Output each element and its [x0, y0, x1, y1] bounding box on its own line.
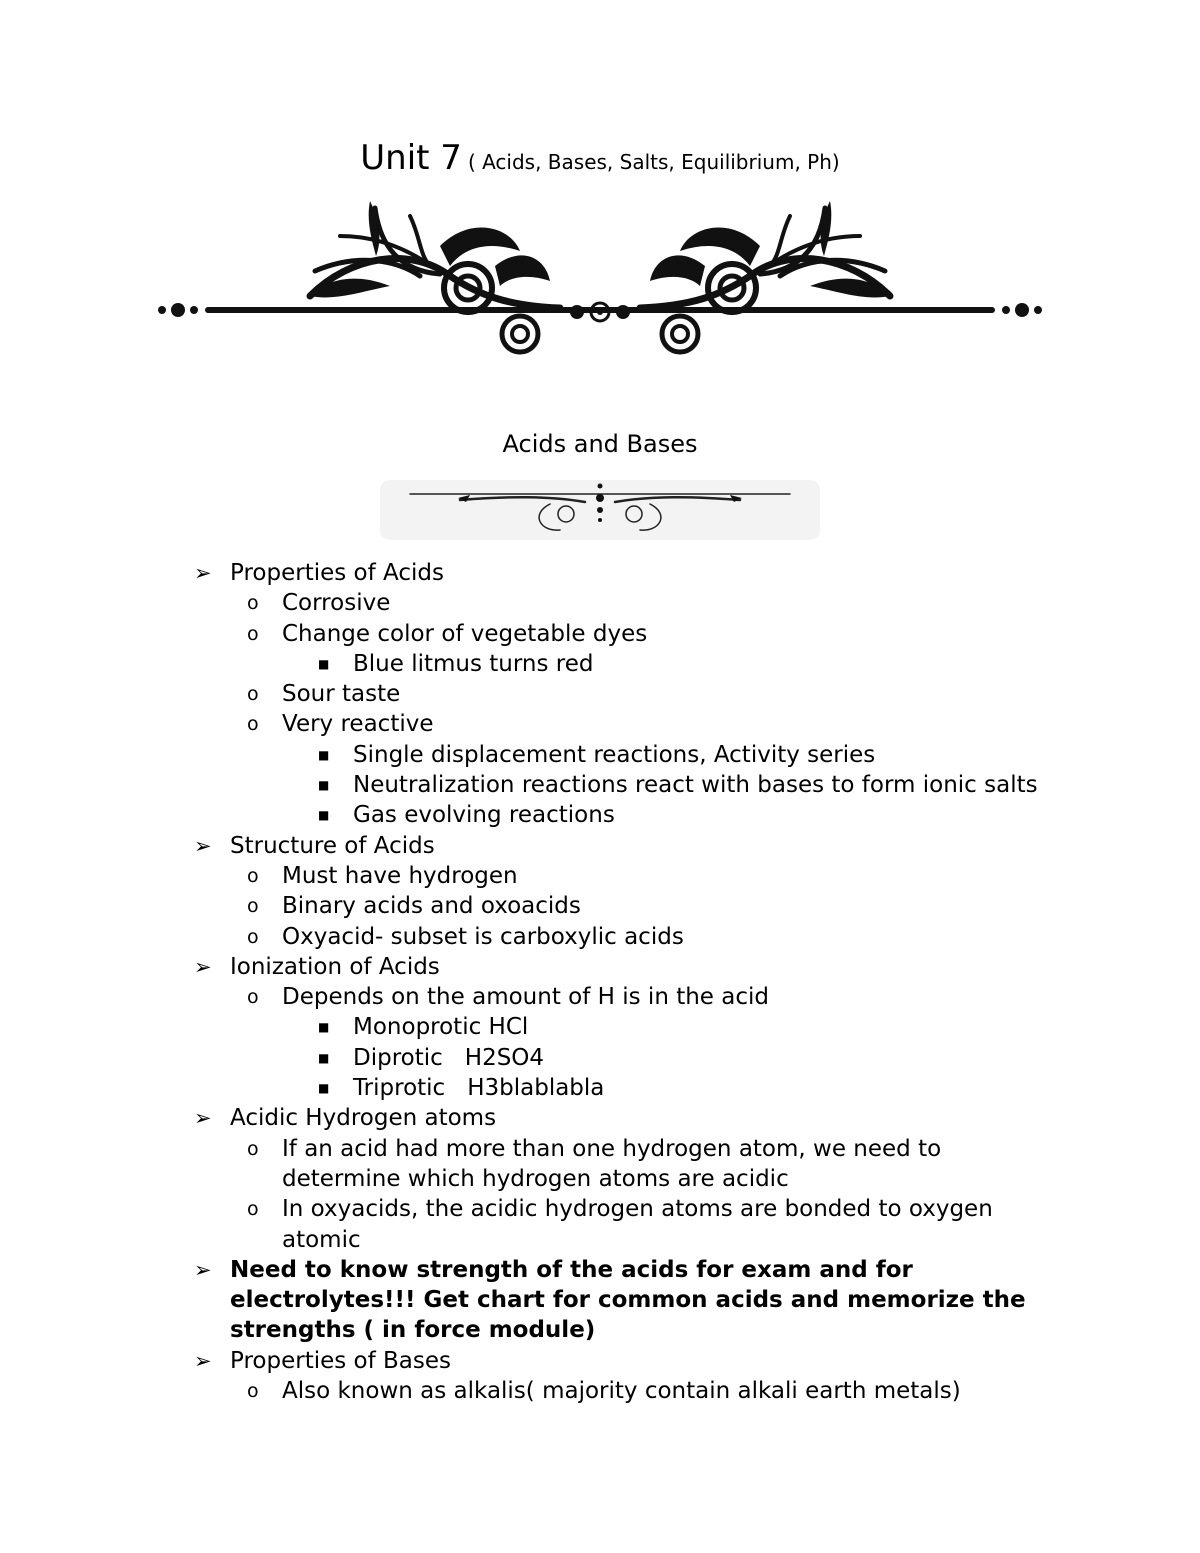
outline-item-text: [282, 1194, 993, 1224]
outline-item-text: [282, 1376, 961, 1406]
outline-item: [0, 982, 1200, 1012]
outline-item-text: [230, 1315, 595, 1345]
outline-item-label: Triprotic: [353, 1075, 446, 1102]
outline-item: [0, 1225, 1200, 1255]
outline-item-label: Diprotic: [353, 1044, 443, 1071]
outline-item-text: [282, 891, 581, 921]
outline-item-text: [282, 982, 769, 1012]
outline-item: [0, 1134, 1200, 1164]
outline-item-text: [282, 1134, 941, 1164]
outline-item-text: [282, 1164, 789, 1194]
arrow-bullet-icon: ➢: [194, 1106, 212, 1131]
arrow-bullet-icon: ➢: [194, 833, 212, 858]
outline-item-label: Binary acids and oxoacids: [282, 893, 581, 920]
outline-item-label: strengths ( in force module): [230, 1317, 596, 1344]
outline-item-text: [282, 679, 400, 709]
unit-title: Unit 7: [360, 138, 462, 178]
outline-item: [0, 1255, 1200, 1285]
outline-item-text: [230, 1285, 1026, 1315]
outline-item-label: Also known as alkalis( majority contain alkali earth metals): [282, 1378, 961, 1405]
outline-item-text: [230, 558, 444, 588]
outline-item: [0, 1194, 1200, 1224]
outline-item: [0, 1103, 1200, 1133]
outline-item-label: Very reactive: [282, 711, 434, 738]
outline-item-label: Properties of Acids: [230, 560, 444, 586]
outline-item: [0, 1285, 1200, 1315]
outline-item-label: Properties of Bases: [230, 1347, 452, 1374]
ornamental-divider: [150, 196, 1050, 361]
square-bullet-icon: ■: [318, 808, 330, 823]
outline-item: [0, 649, 1200, 679]
arrow-bullet-icon: ➢: [194, 561, 212, 585]
outline-item: [0, 952, 1200, 982]
outline-item-text: [353, 800, 615, 830]
outline-item: [0, 1012, 1200, 1042]
outline-item-label: Neutralization reactions react with bases to form ionic salts: [353, 772, 1038, 799]
section-heading: Acids and Bases: [502, 430, 698, 458]
outline-item-label: Acidic Hydrogen atoms: [230, 1105, 497, 1132]
circle-bullet-icon: o: [247, 1380, 259, 1403]
outline-item-label: Structure of Acids: [230, 832, 435, 859]
small-ornamental-divider: [380, 474, 820, 546]
outline-item-text: [230, 831, 435, 861]
outline-item-text: [230, 1255, 913, 1285]
outline-item-text: [282, 861, 518, 891]
outline-item-label: Gas evolving reactions: [353, 802, 615, 829]
square-bullet-icon: ■: [318, 1081, 330, 1096]
outline-item-label: Must have hydrogen: [282, 862, 518, 889]
outline-item-text: [282, 588, 390, 618]
outline-item: [0, 709, 1200, 739]
arrow-bullet-icon: ➢: [194, 1257, 212, 1282]
outline-item: [0, 588, 1200, 618]
outline-item-label: atomic: [282, 1226, 361, 1253]
outline-item: [0, 740, 1200, 770]
outline-item-label: Monoprotic HCl: [353, 1014, 529, 1041]
outline-item: [0, 800, 1200, 830]
outline-item: [0, 1043, 1200, 1073]
outline-item: [0, 679, 1200, 709]
outline-item-formula: H3blablabla: [467, 1075, 605, 1102]
outline-item: [0, 1073, 1200, 1103]
outline-item: [0, 619, 1200, 649]
circle-bullet-icon: o: [247, 925, 259, 948]
outline-item-label: electrolytes!!! Get chart for common acids and memorize the: [230, 1287, 1026, 1314]
circle-bullet-icon: o: [247, 622, 259, 645]
outline-item: [0, 1346, 1200, 1376]
outline-item-text: [230, 1103, 496, 1133]
outline-item: [0, 831, 1200, 861]
outline-item-text: [353, 1012, 528, 1042]
circle-bullet-icon: o: [247, 713, 259, 736]
outline-item: [0, 770, 1200, 800]
square-bullet-icon: ■: [318, 656, 330, 671]
circle-bullet-icon: o: [247, 1137, 259, 1160]
outline-item-label: Oxyacid- subset is carboxylic acids: [282, 923, 684, 950]
outline-item-text: [282, 619, 647, 649]
outline-item: [0, 922, 1200, 952]
outline-item: [0, 558, 1200, 588]
outline-item-label: If an acid had more than one hydrogen atom, we need to: [282, 1135, 942, 1162]
square-bullet-icon: ■: [318, 1050, 330, 1065]
circle-bullet-icon: o: [247, 895, 259, 918]
circle-bullet-icon: o: [247, 864, 259, 887]
circle-bullet-icon: o: [247, 986, 259, 1009]
outline-item-formula: H2SO4: [464, 1044, 545, 1071]
circle-bullet-icon: o: [247, 683, 259, 706]
outline-item-label: Ionization of Acids: [230, 953, 440, 980]
outline-item-label: Need to know strength of the acids for exam and for: [230, 1256, 913, 1283]
outline-item: [0, 861, 1200, 891]
outline-item-label: Change color of vegetable dyes: [282, 620, 648, 647]
outline-item-label: Single displacement reactions, Activity series: [353, 741, 876, 768]
outline-item-text: [353, 649, 594, 679]
circle-bullet-icon: o: [247, 1198, 259, 1221]
outline-item-text: [282, 922, 684, 952]
square-bullet-icon: ■: [318, 747, 330, 762]
outline-item-label: In oxyacids, the acidic hydrogen atoms are bonded to oxygen: [282, 1196, 993, 1223]
outline-item-text: [353, 1073, 604, 1103]
outline-item-text: [353, 770, 1038, 800]
outline-item-text: [230, 952, 440, 982]
outline-item-text: [353, 1043, 544, 1073]
outline-item: [0, 1376, 1200, 1406]
outline-item: [0, 1164, 1200, 1194]
outline-item-text: [282, 709, 434, 739]
outline-item-label: Corrosive: [282, 590, 391, 617]
outline-item-text: [353, 740, 875, 770]
arrow-bullet-icon: ➢: [194, 954, 212, 979]
outline-item-label: determine which hydrogen atoms are acidic: [282, 1165, 789, 1192]
outline-item: [0, 891, 1200, 921]
outline-item-label: Depends on the amount of H is in the acid: [282, 984, 769, 1011]
outline-item-text: [282, 1225, 361, 1255]
square-bullet-icon: ■: [318, 1020, 330, 1035]
square-bullet-icon: ■: [318, 778, 330, 793]
outline-item-label: Sour taste: [282, 681, 401, 708]
outline-item: [0, 1315, 1200, 1345]
circle-bullet-icon: o: [247, 592, 259, 615]
outline-item-text: [230, 1346, 451, 1376]
page-title: [0, 138, 1200, 178]
outline-item-label: Blue litmus turns red: [353, 650, 594, 677]
unit-subtitle: ( Acids, Bases, Salts, Equilibrium, Ph): [467, 150, 840, 174]
arrow-bullet-icon: ➢: [194, 1348, 212, 1373]
notes-outline: [0, 558, 1200, 1406]
